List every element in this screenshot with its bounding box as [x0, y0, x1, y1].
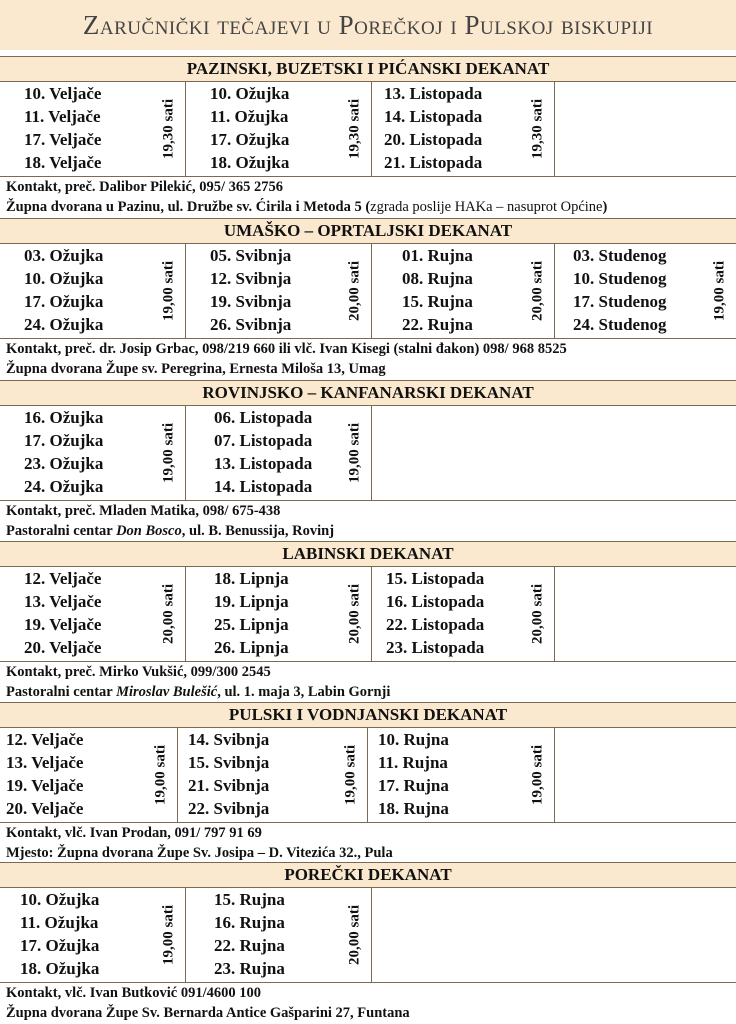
time-label: 20,00 sati [160, 584, 177, 644]
date: 14. Listopada [384, 107, 483, 126]
time-label: 19,00 sati [529, 745, 546, 805]
date: 18. Rujna [378, 799, 449, 818]
date: 10. Studenog [573, 269, 667, 288]
date: 14. Listopada [214, 477, 313, 496]
section-pulski [0, 702, 736, 863]
schedule-grid [0, 82, 736, 177]
date: 03. Studenog [573, 246, 667, 265]
date: 12. Veljače [24, 569, 102, 588]
section-header: PULSKI I VODNJANSKI DEKANAT [0, 702, 736, 728]
date-group [178, 728, 368, 822]
date: 23. Rujna [214, 959, 285, 978]
contact-block [0, 662, 736, 702]
contact-block [0, 177, 736, 217]
time-label: 20,00 sati [346, 905, 363, 965]
date: 22. Svibnja [188, 799, 270, 818]
place-line: Pastoralni centar Don Bosco, ul. B. Benussija, Rovinj [6, 523, 335, 539]
date: 07. Listopada [214, 431, 313, 450]
date: 13. Veljače [24, 592, 102, 611]
date: 23. Ožujka [24, 454, 104, 473]
date: 17. Rujna [378, 776, 449, 795]
date: 19. Veljače [6, 776, 84, 795]
contact-block [0, 983, 736, 1023]
empty-group [555, 82, 736, 176]
date: 18. Veljače [24, 153, 102, 172]
date: 17. Ožujka [20, 936, 100, 955]
place-line: Župna dvorana Župe sv. Peregrina, Ernesta Miloša 13, Umag [6, 361, 386, 377]
section-header: POREČKI DEKANAT [0, 862, 736, 888]
date: 08. Rujna [402, 269, 473, 288]
date-group [372, 82, 555, 176]
date: 13. Listopada [384, 84, 483, 103]
place-line: Župna dvorana Župe Sv. Bernarda Antice Gašparini 27, Funtana [6, 1005, 410, 1021]
section-porecki [0, 862, 736, 1023]
date: 11. Veljače [24, 107, 101, 126]
date-group [0, 728, 178, 822]
date-group [368, 728, 555, 822]
date-group [372, 244, 555, 338]
date: 03. Ožujka [24, 246, 104, 265]
date-group [186, 406, 372, 500]
empty-group [372, 406, 736, 500]
date: 22. Rujna [214, 936, 285, 955]
date-group [186, 888, 372, 982]
contact-line: Kontakt, preč. Mirko Vukšić, 099/300 2545 [6, 664, 271, 680]
date: 20. Veljače [6, 799, 84, 818]
schedule-grid [0, 888, 736, 983]
date: 16. Rujna [214, 913, 285, 932]
time-label: 19,30 sati [346, 99, 363, 159]
date: 24. Ožujka [24, 315, 104, 334]
contact-line: Kontakt, preč. dr. Josip Grbac, 098/219 660 ili vlč. Ivan Kisegi (stalni đakon) 098/ 968 8525 [6, 341, 567, 357]
date: 18. Lipnja [214, 569, 289, 588]
date: 11. Ožujka [20, 913, 99, 932]
date: 10. Ožujka [20, 890, 100, 909]
date: 15. Svibnja [188, 753, 270, 772]
date: 19. Veljače [24, 615, 102, 634]
time-label: 20,00 sati [346, 584, 363, 644]
date: 11. Rujna [378, 753, 448, 772]
date: 17. Veljače [24, 130, 102, 149]
section-header: PAZINSKI, BUZETSKI I PIĆANSKI DEKANAT [0, 56, 736, 82]
place-line: Mjesto: Župna dvorana Župe Sv. Josipa – D. Vitezića 32., Pula [6, 845, 393, 861]
time-label: 19,00 sati [346, 423, 363, 483]
date-group [186, 244, 372, 338]
schedule-grid [0, 244, 736, 339]
date: 24. Ožujka [24, 477, 104, 496]
contact-line: Kontakt, vlč. Ivan Prodan, 091/ 797 91 69 [6, 825, 262, 841]
date: 12. Svibnja [210, 269, 292, 288]
date: 17. Ožujka [210, 130, 290, 149]
date: 20. Veljače [24, 638, 102, 657]
date: 18. Ožujka [20, 959, 100, 978]
empty-group [555, 728, 736, 822]
schedule-grid [0, 567, 736, 662]
time-label: 19,00 sati [160, 261, 177, 321]
contact-line: Kontakt, preč. Mladen Matika, 098/ 675-438 [6, 503, 281, 519]
date: 16. Ožujka [24, 408, 104, 427]
section-pazinski [0, 56, 736, 217]
empty-group [555, 567, 736, 661]
page-title: Zaručnički tečajevi u Porečkoj i Pulskoj biskupiji [0, 0, 736, 50]
time-label: 20,00 sati [346, 261, 363, 321]
time-label: 19,30 sati [160, 99, 177, 159]
place-line: Pastoralni centar Miroslav Bulešić, ul. 1. maja 3, Labin Gornji [6, 684, 391, 700]
date: 17. Ožujka [24, 292, 104, 311]
date: 26. Lipnja [214, 638, 289, 657]
date-group [555, 244, 736, 338]
contact-line: Kontakt, preč. Dalibor Pilekić, 095/ 365 2756 [6, 179, 283, 195]
date: 17. Ožujka [24, 431, 104, 450]
date: 24. Studenog [573, 315, 667, 334]
date: 19. Svibnja [210, 292, 292, 311]
date: 13. Veljače [6, 753, 84, 772]
place-line: Župna dvorana u Pazinu, ul. Družbe sv. Ćirila i Metoda 5 (zgrada poslije HAKa – nasuprot Općine) [6, 199, 608, 215]
time-label: 19,00 sati [160, 905, 177, 965]
schedule-grid [0, 406, 736, 501]
date: 10. Veljače [24, 84, 102, 103]
date: 26. Svibnja [210, 315, 292, 334]
date: 20. Listopada [384, 130, 483, 149]
time-label: 19,00 sati [342, 745, 359, 805]
date: 15. Rujna [402, 292, 473, 311]
contact-line: Kontakt, vlč. Ivan Butković 091/4600 100 [6, 985, 261, 1001]
date: 14. Svibnja [188, 730, 270, 749]
empty-group [372, 888, 736, 982]
date: 01. Rujna [402, 246, 473, 265]
date: 16. Listopada [386, 592, 485, 611]
date-group [0, 888, 186, 982]
time-label: 19,00 sati [152, 745, 169, 805]
date: 19. Lipnja [214, 592, 289, 611]
date-group [186, 82, 372, 176]
date: 05. Svibnja [210, 246, 292, 265]
contact-block [0, 501, 736, 541]
date: 10. Ožujka [210, 84, 290, 103]
contact-block [0, 339, 736, 379]
section-labinski [0, 541, 736, 702]
date-group [0, 406, 186, 500]
date-group [0, 567, 186, 661]
date: 15. Rujna [214, 890, 285, 909]
date: 13. Listopada [214, 454, 313, 473]
date: 21. Svibnja [188, 776, 270, 795]
time-label: 20,00 sati [529, 261, 546, 321]
date: 11. Ožujka [210, 107, 289, 126]
date-group [0, 82, 186, 176]
section-header: UMAŠKO – OPRTALJSKI DEKANAT [0, 218, 736, 244]
date-group [372, 567, 555, 661]
section-rovinjsko [0, 380, 736, 541]
date: 17. Studenog [573, 292, 667, 311]
date: 12. Veljače [6, 730, 84, 749]
date: 23. Listopada [386, 638, 485, 657]
time-label: 19,30 sati [529, 99, 546, 159]
date: 10. Ožujka [24, 269, 104, 288]
section-header: ROVINJSKO – KANFANARSKI DEKANAT [0, 380, 736, 406]
section-umasko [0, 218, 736, 379]
section-header: LABINSKI DEKANAT [0, 541, 736, 567]
date: 21. Listopada [384, 153, 483, 172]
time-label: 19,00 sati [711, 261, 728, 321]
date: 18. Ožujka [210, 153, 290, 172]
date: 10. Rujna [378, 730, 449, 749]
date: 15. Listopada [386, 569, 485, 588]
schedule-grid [0, 728, 736, 823]
date-group [0, 244, 186, 338]
date: 22. Listopada [386, 615, 485, 634]
time-label: 20,00 sati [529, 584, 546, 644]
contact-block [0, 823, 736, 863]
date-group [186, 567, 372, 661]
date: 25. Lipnja [214, 615, 289, 634]
date: 22. Rujna [402, 315, 473, 334]
date: 06. Listopada [214, 408, 313, 427]
time-label: 19,00 sati [160, 423, 177, 483]
